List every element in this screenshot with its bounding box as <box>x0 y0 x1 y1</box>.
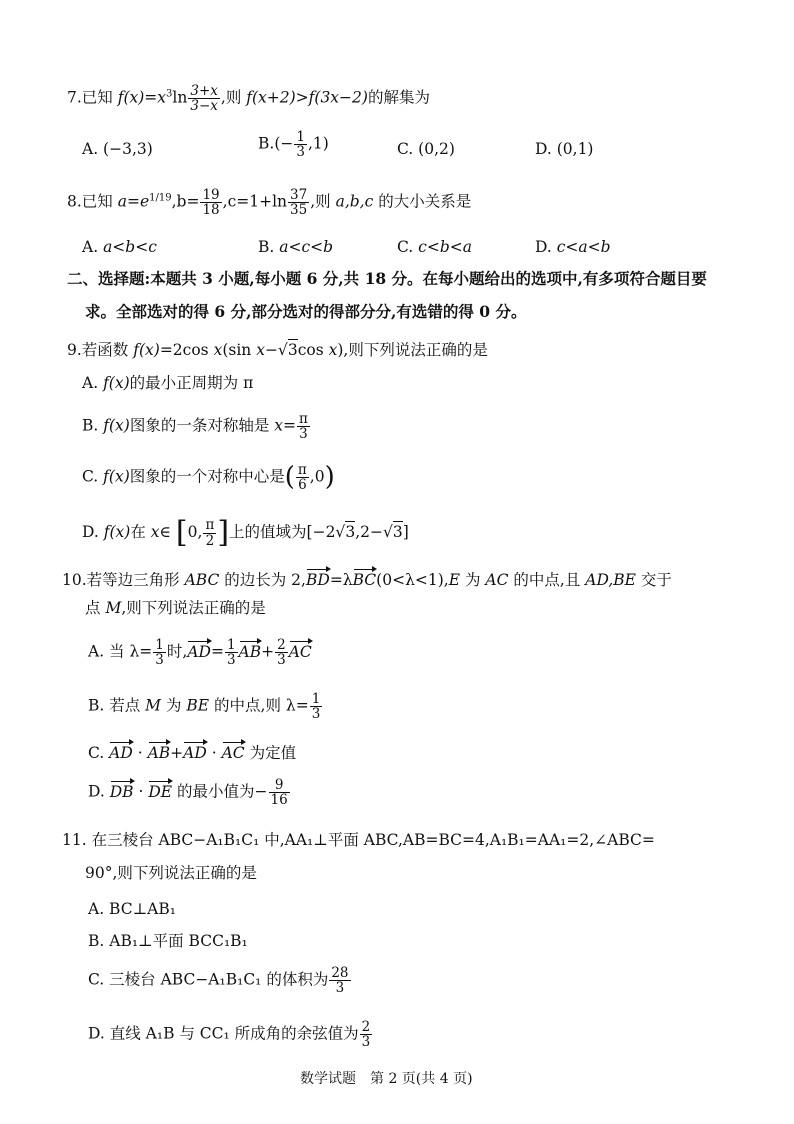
q8-stem: 8.已知 $a=e^{1/19},b=$ $\frac{19}{18}$ ,c=1+ln $\frac{37}{35}$ ,则 a,b,c 的大小关系是 <box>67 187 472 219</box>
section-2-heading-line2: 求。全部选对的得 6 分,部分选对的得部分分,有选错的得 0 分。 <box>85 302 527 321</box>
q11-stem-line2: 90°,则下列说法正确的是 <box>85 864 257 882</box>
q9-option-d: D. f(x)在 x∈ [0, $\frac{\pi}{2}$ ]上的值域为[−2√3,2−√3] <box>82 515 409 550</box>
q9-option-b: B. f(x)图象的一条对称轴是 x= $\frac{\pi}{3}$ <box>82 411 308 443</box>
q11-option-a: A. BC⊥AB₁ <box>88 900 176 918</box>
q10-option-b: B. 若点 M 为 BE 的中点,则 λ= $\frac{1}{3}$ <box>88 691 321 723</box>
q11-option-b: B. AB₁⊥平面 BCC₁B₁ <box>88 932 248 950</box>
q11-option-d: D. 直线 A₁B 与 CC₁ 所成角的余弦值为 $\frac{2}{3}$ <box>88 1019 371 1051</box>
q8-option-c: C. c<b<a <box>397 238 472 256</box>
q8-option-d: D. c<a<b <box>535 238 611 256</box>
q7-option-a: A. (−3,3) <box>82 140 153 158</box>
q10-stem-line2: 点 M,则下列说法正确的是 <box>85 599 266 617</box>
section-2-heading-line1: 二、选择题:本题共 3 小题,每小题 6 分,共 18 分。在每小题给出的选项中,有多项符合题目要 <box>67 269 707 288</box>
page-footer: 数学试题 第 2 页(共 4 页) <box>300 1071 473 1087</box>
q11-stem-line1: 11. 在三棱台 ABC−A₁B₁C₁ 中,AA₁⊥平面 ABC,AB=BC=4,A₁B₁=AA₁=2,∠ABC= <box>62 831 655 849</box>
q8-option-a: A. a<b<c <box>82 238 157 256</box>
q10-option-a: A. 当 λ= $\frac{1}{3}$ 时,AD= $\frac{1}{3}$ AB+ $\frac{2}{3}$ AC <box>88 637 312 669</box>
q9-option-c: C. f(x)图象的一个对称中心是( $\frac{\pi}{6}$ ,0) <box>82 461 335 494</box>
q7-stem: 7.已知 $f(x)=x^3\ln$ $\frac{3+x}{3-x}$ ,则 f(x+2)>f(3x−2)的解集为 <box>67 83 430 115</box>
q7-option-d: D. (0,1) <box>535 140 594 158</box>
q10-option-d: D. DB · DE 的最小值为− $\frac{9}{16}$ <box>88 777 288 809</box>
q7-option-b: B.(− $\frac{1}{3}$ ,1) <box>258 129 329 161</box>
q9-option-a: A. f(x)的最小正周期为 π <box>82 374 254 392</box>
q10-option-c: C. AD · AB+AD · AC 为定值 <box>88 740 296 763</box>
q8-option-b: B. a<c<b <box>258 238 334 256</box>
q10-stem-line1: 10.若等边三角形 ABC 的边长为 2,BD=λBC(0<λ<1),E 为 AC 的中点,且 AD,BE 交于 <box>62 567 672 590</box>
q9-stem: 9.若函数 f(x)=2cos x(sin x−√3cos x),则下列说法正确的是 <box>67 341 488 359</box>
q11-option-c: C. 三棱台 ABC−A₁B₁C₁ 的体积为 $\frac{28}{3}$ <box>88 965 349 997</box>
q7-option-c: C. (0,2) <box>397 140 455 158</box>
